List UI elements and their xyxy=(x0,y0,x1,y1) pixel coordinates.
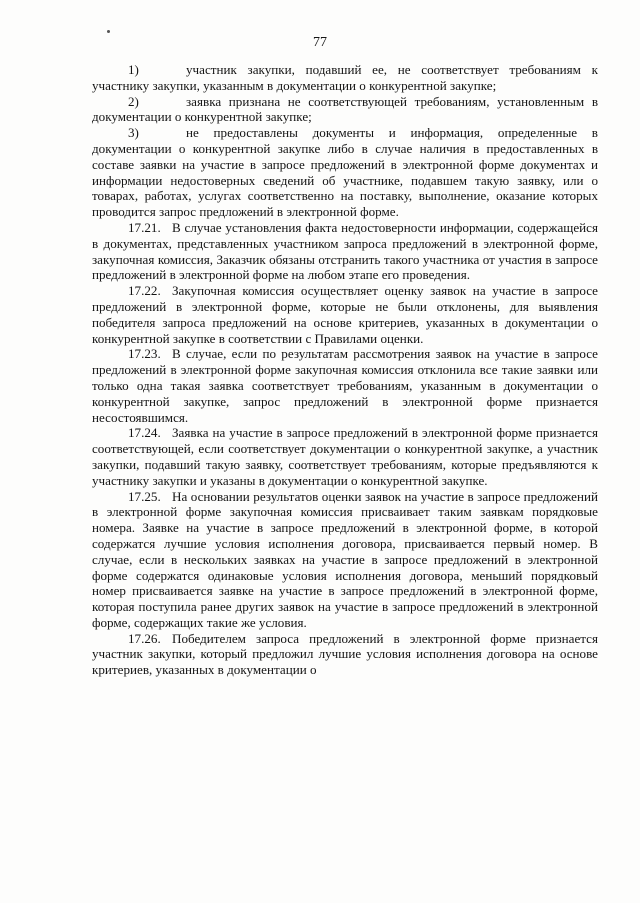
list-item-1 xyxy=(92,62,598,94)
paragraph-text: не предоставлены документы и информация, определенные в документации о конкурентной закупке либо в случае наличия в предоставленных в составе заявки на участие в запросе предложений в электронной форме документах и информации недостоверных сведений об участнике, подавшем такую заявку, или о товарах, работах, услугах соответственно на поставку, выполнение, оказание которых проводится запрос предложений в электронной форме. xyxy=(92,125,598,220)
list-item-2 xyxy=(92,94,598,126)
page-number: 77 xyxy=(313,35,327,50)
clause-17-26 xyxy=(92,631,598,678)
clause-number: 17.23. xyxy=(128,346,161,362)
clause-number: 17.22. xyxy=(128,283,161,299)
clause-number: 17.25. xyxy=(128,488,161,504)
clause-17-21 xyxy=(92,220,598,283)
document-body xyxy=(92,62,598,678)
clause-17-22 xyxy=(92,283,598,346)
paragraph-text: На основании результатов оценки заявок на участие в запросе предложений в электронной форме закупочная комиссия присваивает таким заявкам порядковые номера. Заявке на участие в запросе предложений в электронной форме, в которой содержатся лучшие условия исполнения договора, присваивается первый номер. В случае, если в нескольких заявках на участие в запросе предложений в электронной форме содержатся одинаковые условия исполнения договора, меньший порядковый номер присваивается заявке на участие в запросе предложений в электронной форме, которая поступила ранее других заявок на участие в запросе предложений в электронной форме, содержащих такие же условия. xyxy=(92,488,598,630)
item-number: 2) xyxy=(128,93,139,109)
paragraph-text: В случае, если по результатам рассмотрения заявок на участие в запросе предложений в электронной форме закупочная комиссия отклонила все такие заявки или только одна такая заявка соответствует требованиям, указанным в документации о конкурентной закупке, запрос предложений в электронной форме признается несостоявшимся. xyxy=(92,346,598,425)
clause-number: 17.24. xyxy=(128,425,161,441)
clause-17-25 xyxy=(92,489,598,631)
paragraph-text: участник закупки, подавший ее, не соответствует требованиям к участнику закупки, указанным в документации о конкурентной закупке; xyxy=(92,62,598,93)
clause-17-24 xyxy=(92,425,598,488)
clause-number: 17.26. xyxy=(128,630,161,646)
item-number: 1) xyxy=(128,62,139,77)
paragraph-text: Победителем запроса предложений в электронной форме признается участник закупки, который предложил лучшие условия исполнения договора на основе критериев, указанных в документации о xyxy=(92,630,598,678)
clause-17-23 xyxy=(92,346,598,425)
paragraph-text: заявка признана не соответствующей требованиям, установленным в документации о конкурентной закупке; xyxy=(92,93,598,125)
scan-speck xyxy=(107,30,110,33)
paragraph-text: Закупочная комиссия осуществляет оценку заявок на участие в запросе предложений в электронной форме, которые не были отклонены, для выявления победителя запроса предложений на основе критериев, указанных в документации о конкурентной закупке в соответствии с Правилами оценки. xyxy=(92,283,598,346)
list-item-3 xyxy=(92,125,598,220)
paragraph-text: Заявка на участие в запросе предложений в электронной форме признается соответствующей, если соответствует документации о конкурентной закупке, а участник закупки, подавший такую заявку, соответствует требованиям, которые предъявляются к участнику закупки и указаны в документации о конкурентной закупке. xyxy=(92,425,598,488)
item-number: 3) xyxy=(128,125,139,141)
clause-number: 17.21. xyxy=(128,219,161,235)
paragraph-text: В случае установления факта недостоверности информации, содержащейся в документах, представленных участником запроса предложений в электронной форме, закупочная комиссия, Заказчик обязаны отстранить такого участника от участия в запросе предложений в электронной форме на любом этапе его проведения. xyxy=(92,219,598,283)
